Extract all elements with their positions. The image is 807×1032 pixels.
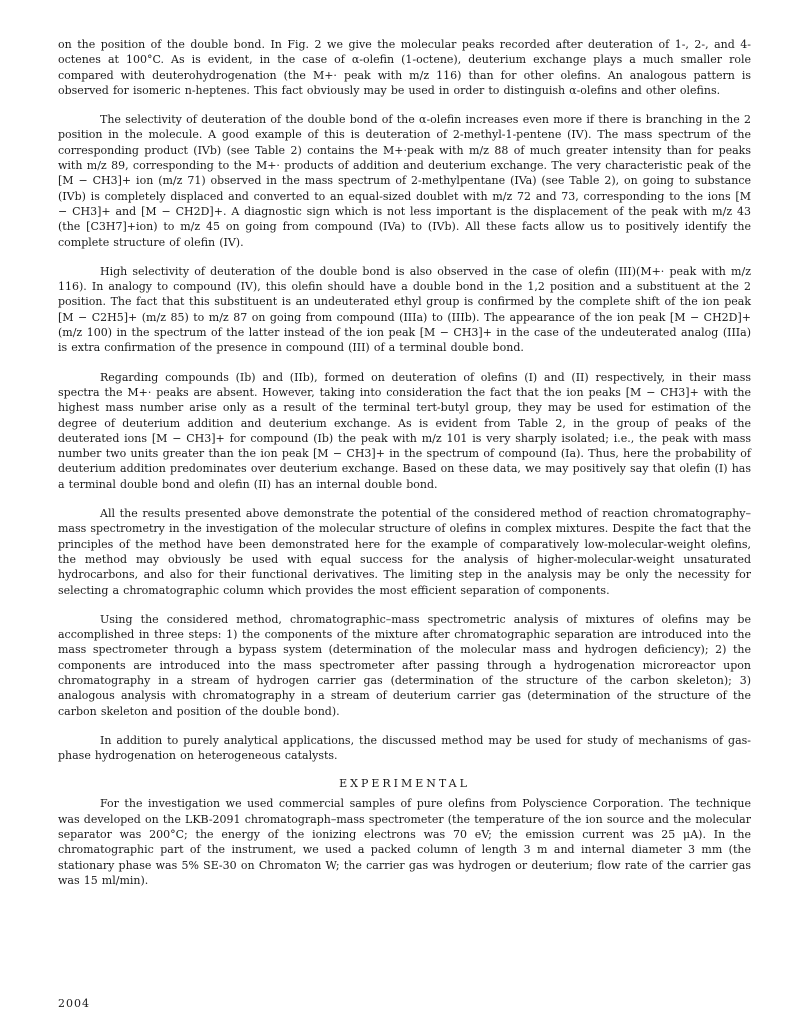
section-heading-experimental: EXPERIMENTAL xyxy=(339,777,470,791)
paragraph-method-potential: All the results presented above demonstrate the potential of the considered method of reaction chromatography–mass spectrometry in the investigation of the molecular structure of olefins in complex mixtures. Despite the fact that the principles of the method have been demonstrated here for the example of comparatively low-molecular-weight olefins, the method may obviously be used with equal success for the analysis of higher-molecular-weight unsaturated hydrocarbons, and also for their functional derivatives. The limiting step in the analysis may be only the necessity for selecting a chromatographic column which provides the most efficient separation of components. xyxy=(58,507,751,597)
paragraph-applications: In addition to purely analytical applications, the discussed method may be used for study of mechanisms of gas-phase hydrogenation on heterogeneous catalysts. xyxy=(58,733,751,763)
paragraph-experimental: For the investigation we used commercial samples of pure olefins from Polyscience Corporation. The technique was developed on the LKB-2091 chromatograph–mass spectrometer (the temperature of the ion source and the molecular separator was 200°C; the energy of the ionizing electrons was 70 eV; the emission current was 25 μA). In the chromatographic part of the instrument, we used a packed column of length 3 m and internal diameter 3 mm (the stationary phase was 5% SE-30 on Chromaton W; the carrier gas was hydrogen or deuterium; flow rate of the carrier gas was 15 ml/min). xyxy=(58,797,751,887)
paragraph-compounds-ib-iib: Regarding compounds (Ib) and (IIb), formed on deuteration of olefins (I) and (II) respectively, in their mass spectra the M+· peaks are absent. However, taking into consideration the fact that the ion peaks [M − CH3]+ with the highest mass number arise only as a result of the terminal tert-butyl group, they may be used for estimation of the degree of deuterium addition and deuterium exchange. As is evident from Table 2, in the group of peaks of the deuterated ions [M − CH3]+ for compound (Ib) the peak with m/z 101 is very sharply isolated; i.e., the peak with mass number two units greater than the ion peak [M − CH3]+ in the spectrum of compound (Ia). Thus, here the probability of deuterium addition predominates over deuterium exchange. Based on these data, we may positively say that olefin (I) has a terminal double bond and olefin (II) has an internal double bond. xyxy=(58,370,751,491)
paragraph-alpha-olefin-selectivity: The selectivity of deuteration of the double bond of the α-olefin increases even more if there is branching in the 2 position in the molecule. A good example of this is deuteration of 2-methyl-1-pentene (IV). The mass spectrum of the corresponding product (IVb) (see Table 2) contains the M+·peak with m/z 88 of much greater intensity than for peaks with m/z 89, corresponding to the M+· products of addition and deuterium exchange. The very characteristic peak of the [M − CH3]+ ion (m/z 71) observed in the mass spectrum of 2-methylpentane (IVa) (see Table 2), on going to substance (IVb) is completely displaced and converted to an equal-sized doublet with m/z 72 and 73, corresponding to the ions [M − CH3]+ and [M − CH2D]+. A diagnostic sign which is not less important is the displacement of the peak with m/z 43 (the [C3H7]+ion) to m/z 45 on going from compound (IVa) to (IVb). All these facts allow us to positively identify the complete structure of olefin (IV). xyxy=(58,113,751,249)
page-number: 2004 xyxy=(58,997,90,1010)
paragraph-olefin-iii: High selectivity of deuteration of the double bond is also observed in the case of olefin (III)(M+· peak with m/z 116). In analogy to compound (IV), this olefin should have a double bond in the 1,2 position and a substituent at the 2 position. The fact that this substituent is an undeuterated ethyl group is confirmed by the complete shift of the ion peak [M − C2H5]+ (m/z 85) to m/z 87 on going from compound (IIIa) to (IIIb). The appearance of the ion peak [M − CH2D]+ (m/z 100) in the spectrum of the latter instead of the ion peak [M − CH3]+ in the case of the undeuterated analog (IIIa) is extra confirmation of the presence in compound (III) of a terminal double bond. xyxy=(58,264,751,355)
paragraph-three-steps: Using the considered method, chromatographic–mass spectrometric analysis of mixtures of olefins may be accomplished in three steps: 1) the components of the mixture after chromatographic separation are introduced into the mass spectrometer through a bypass system (determination of the molecular mass and hydrogen deficiency); 2) the components are introduced into the mass spectrometer after passing through a hydrogenation microreactor upon chromatography in a stream of hydrogen carrier gas (determination of the structure of the carbon skeleton); 3) analogous analysis with chromatography in a stream of deuterium carrier gas (determination of the structure of the carbon skeleton and position of the double bond). xyxy=(58,612,751,718)
paragraph-continuation: on the position of the double bond. In Fig. 2 we give the molecular peaks recorded after deuteration of 1-, 2-, and 4-octenes at 100°C. As is evident, in the case of α-olefin (1-octene), deuterium exchange plays a much smaller role compared with deuterohydrogenation (the M+· peak with m/z 116) than for other olefins. An analogous pattern is observed for isomeric n-heptenes. This fact obviously may be used in order to distinguish α-olefins and other olefins. xyxy=(58,38,751,97)
page-body xyxy=(58,37,751,902)
